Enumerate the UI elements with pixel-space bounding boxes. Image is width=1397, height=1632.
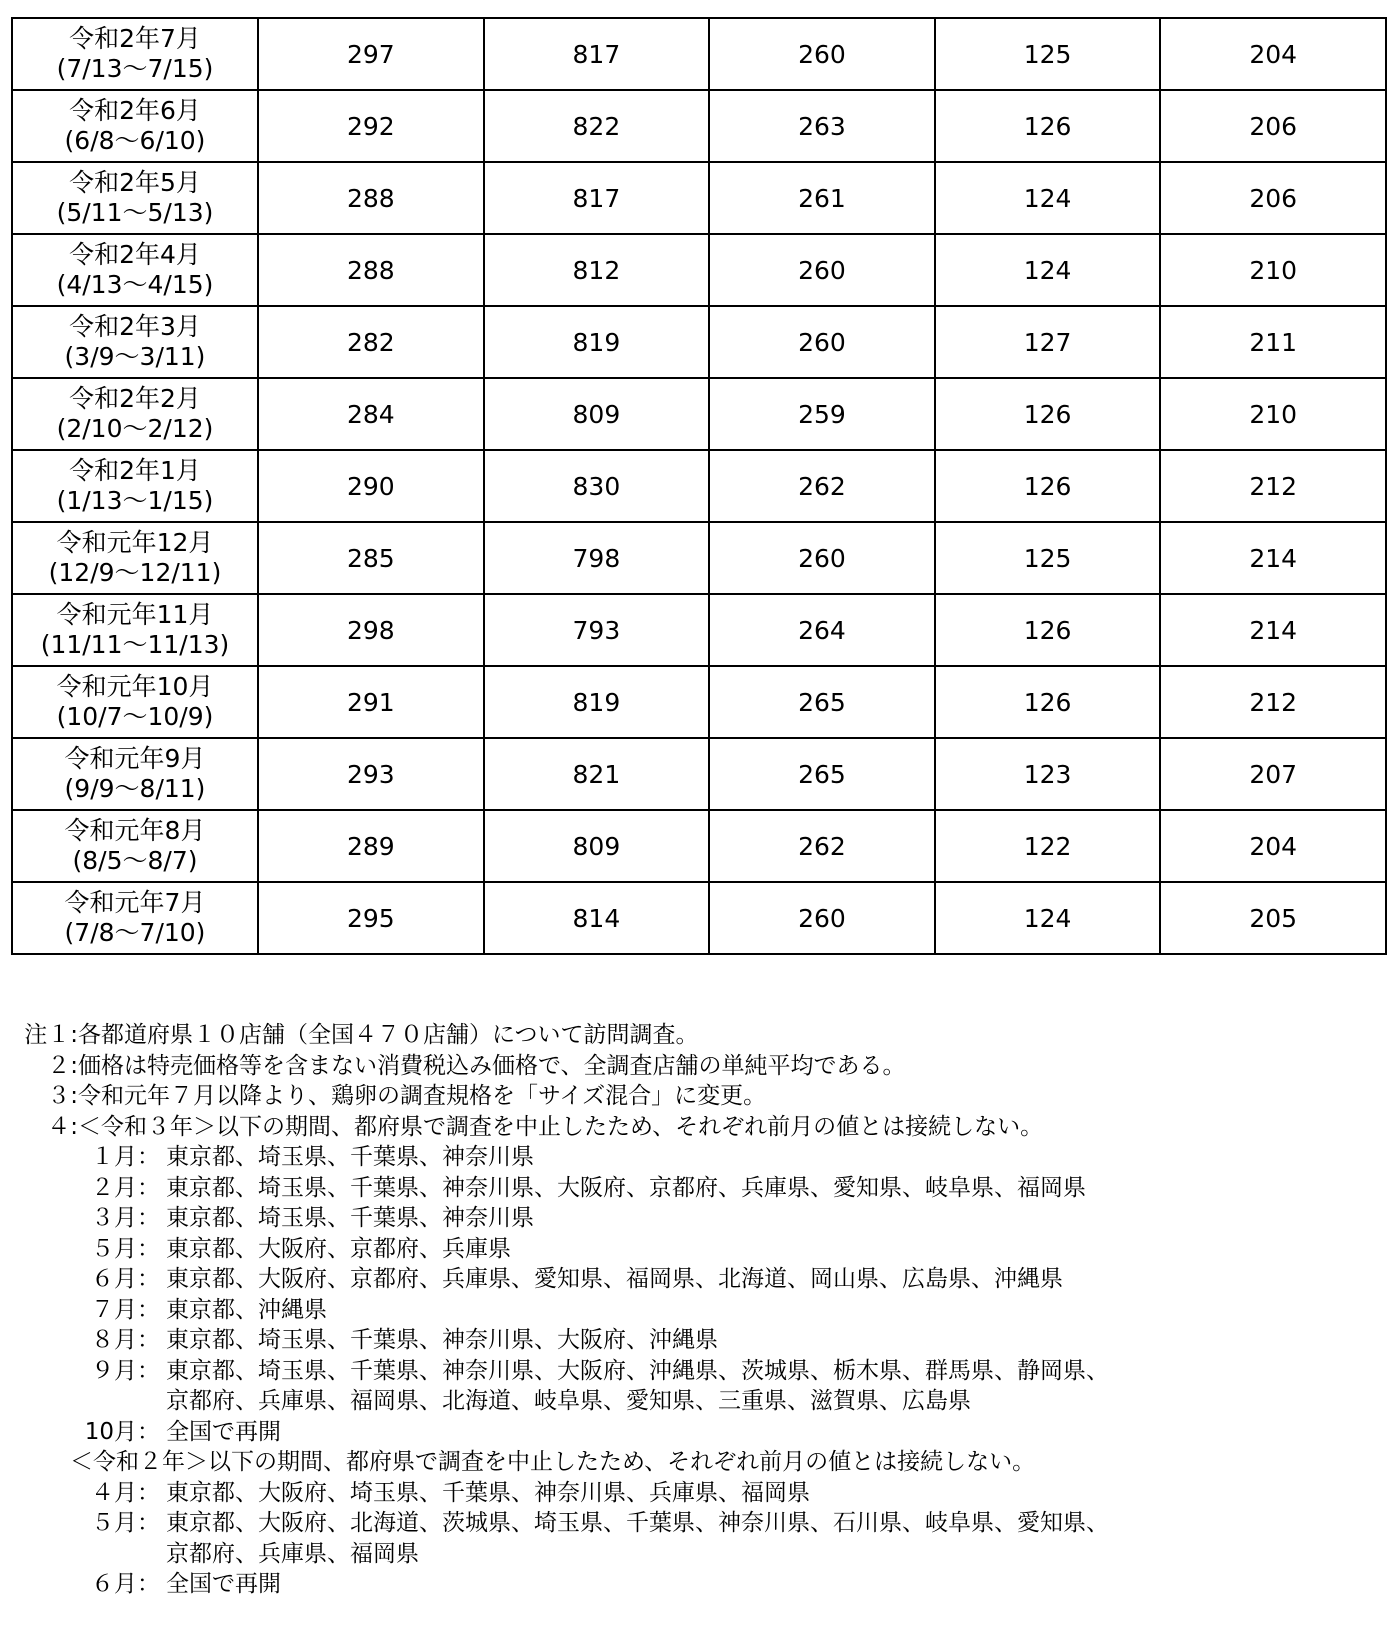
price-cell: 214 <box>1160 522 1386 594</box>
period-cell <box>12 90 258 162</box>
price-cell: 126 <box>935 90 1161 162</box>
r3-month-7 <box>18 1295 1388 1326</box>
month-label: ６月： <box>91 1571 160 1597</box>
prefecture-list: 全国で再開 <box>166 1418 281 1445</box>
price-table-body <box>12 18 1386 954</box>
prefecture-list: 東京都、埼玉県、千葉県、神奈川県、大阪府、沖縄県、茨城県、栃木県、群馬県、静岡県、 <box>166 1357 1109 1384</box>
period-label: 令和元年12月 <box>56 528 214 557</box>
period-cell <box>12 594 258 666</box>
price-cell: 812 <box>484 234 710 306</box>
price-cell: 814 <box>484 882 710 954</box>
period-range: (5/11～5/13) <box>56 198 214 227</box>
period-range: (12/9～12/11) <box>48 558 222 587</box>
table-row <box>12 522 1386 594</box>
month-label: ４月： <box>91 1479 160 1506</box>
period-range: (9/9～8/11) <box>64 774 206 803</box>
price-cell: 124 <box>935 234 1161 306</box>
prefecture-list: 東京都、埼玉県、千葉県、神奈川県 <box>166 1144 534 1170</box>
table-row <box>12 666 1386 738</box>
month-label: 10月： <box>84 1418 160 1445</box>
period-cell <box>12 18 258 90</box>
note-text: 価格は特売価格等を含まない消費税込み価格で、全調査店舗の単純平均である。 <box>78 1052 906 1079</box>
prefecture-list: 全国で再開 <box>166 1571 281 1597</box>
month-label: ５月： <box>91 1510 160 1536</box>
price-cell: 830 <box>484 450 710 522</box>
table-row <box>12 18 1386 90</box>
price-cell: 127 <box>935 306 1161 378</box>
period-cell <box>12 306 258 378</box>
note-1 <box>18 1020 1388 1051</box>
prefecture-list: 東京都、大阪府、北海道、茨城県、埼玉県、千葉県、神奈川県、石川県、岐阜県、愛知県、 <box>166 1510 1109 1536</box>
price-cell: 212 <box>1160 450 1386 522</box>
price-cell: 282 <box>258 306 484 378</box>
r3-month-1 <box>18 1142 1388 1173</box>
period-label: 令和元年7月 <box>64 888 206 917</box>
r2-header: ＜令和２年＞以下の期間、都府県で調査を中止したため、それぞれ前月の値とは接続しない。 <box>70 1449 1036 1475</box>
period-range: (11/11～11/13) <box>40 630 230 659</box>
price-cell: 288 <box>258 162 484 234</box>
price-cell: 204 <box>1160 810 1386 882</box>
price-cell: 291 <box>258 666 484 738</box>
price-cell: 288 <box>258 234 484 306</box>
price-cell: 265 <box>709 738 935 810</box>
price-cell: 124 <box>935 882 1161 954</box>
price-cell: 126 <box>935 450 1161 522</box>
period-label: 令和2年4月 <box>69 240 201 269</box>
price-cell: 124 <box>935 162 1161 234</box>
period-label: 令和元年10月 <box>56 672 214 701</box>
price-cell: 292 <box>258 90 484 162</box>
price-cell: 298 <box>258 594 484 666</box>
note-4 <box>18 1112 1388 1143</box>
price-cell: 210 <box>1160 234 1386 306</box>
r3-month-5 <box>18 1234 1388 1265</box>
month-label: ２月： <box>91 1174 160 1201</box>
price-cell: 297 <box>258 18 484 90</box>
prefecture-list: 東京都、大阪府、京都府、兵庫県 <box>166 1235 511 1262</box>
price-cell: 809 <box>484 810 710 882</box>
table-row <box>12 378 1386 450</box>
price-cell: 206 <box>1160 162 1386 234</box>
price-cell: 817 <box>484 162 710 234</box>
table-row <box>12 882 1386 954</box>
month-label: ８月： <box>91 1327 160 1353</box>
period-label: 令和2年7月 <box>69 24 201 53</box>
table-row <box>12 234 1386 306</box>
price-cell: 122 <box>935 810 1161 882</box>
r3-month-6 <box>18 1264 1388 1295</box>
note-text: 各都道府県１０店舗（全国４７０店舗）について訪問調査。 <box>78 1022 699 1048</box>
table-row <box>12 162 1386 234</box>
r3-month-8 <box>18 1325 1388 1356</box>
price-cell: 809 <box>484 378 710 450</box>
price-cell: 262 <box>709 810 935 882</box>
period-range: (1/13～1/15) <box>56 486 214 515</box>
price-cell: 262 <box>709 450 935 522</box>
note-label: ２: <box>47 1052 78 1079</box>
period-label: 令和元年11月 <box>56 600 214 629</box>
note-2 <box>18 1051 1388 1082</box>
period-cell <box>12 666 258 738</box>
table-row <box>12 738 1386 810</box>
price-cell: 285 <box>258 522 484 594</box>
price-cell: 289 <box>258 810 484 882</box>
prefecture-list: 東京都、埼玉県、千葉県、神奈川県 <box>166 1205 534 1231</box>
month-label: ６月： <box>91 1266 160 1292</box>
period-range: (7/8～7/10) <box>64 918 206 947</box>
r3-month-9-continued: 京都府、兵庫県、福岡県、北海道、岐阜県、愛知県、三重県、滋賀県、広島県 <box>166 1388 971 1414</box>
price-cell: 211 <box>1160 306 1386 378</box>
note-text: ＜令和３年＞以下の期間、都府県で調査を中止したため、それぞれ前月の値とは接続しない。 <box>78 1113 1044 1140</box>
period-cell <box>12 810 258 882</box>
price-cell: 125 <box>935 18 1161 90</box>
period-range: (2/10～2/12) <box>56 414 214 443</box>
price-cell: 817 <box>484 18 710 90</box>
price-cell: 126 <box>935 666 1161 738</box>
price-cell: 260 <box>709 18 935 90</box>
price-cell: 260 <box>709 234 935 306</box>
month-label: ３月： <box>91 1205 160 1231</box>
notes-section <box>18 1020 1388 1600</box>
price-cell: 793 <box>484 594 710 666</box>
prefecture-list: 東京都、大阪府、京都府、兵庫県、愛知県、福岡県、北海道、岡山県、広島県、沖縄県 <box>166 1266 1063 1292</box>
period-range: (8/5～8/7) <box>72 846 198 875</box>
period-range: (3/9～3/11) <box>64 342 206 371</box>
price-cell: 210 <box>1160 378 1386 450</box>
period-cell <box>12 882 258 954</box>
period-range: (7/13～7/15) <box>56 54 214 83</box>
r2-month-4 <box>18 1478 1388 1509</box>
period-cell <box>12 450 258 522</box>
period-label: 令和2年6月 <box>69 96 201 125</box>
prefecture-list: 東京都、大阪府、埼玉県、千葉県、神奈川県、兵庫県、福岡県 <box>166 1479 810 1506</box>
period-label: 令和元年9月 <box>64 744 206 773</box>
period-cell <box>12 522 258 594</box>
period-range: (4/13～4/15) <box>56 270 214 299</box>
period-label: 令和2年3月 <box>69 312 201 341</box>
note-label: 注１: <box>24 1022 78 1048</box>
period-label: 令和元年8月 <box>64 816 206 845</box>
prefecture-list: 東京都、沖縄県 <box>166 1296 327 1323</box>
r2-month-6 <box>18 1569 1388 1600</box>
price-cell: 125 <box>935 522 1161 594</box>
table-row <box>12 306 1386 378</box>
price-cell: 214 <box>1160 594 1386 666</box>
period-cell <box>12 234 258 306</box>
price-cell: 265 <box>709 666 935 738</box>
r2-month-5 <box>18 1508 1388 1539</box>
price-cell: 798 <box>484 522 710 594</box>
period-range: (10/7～10/9) <box>56 702 214 731</box>
table-row <box>12 450 1386 522</box>
price-cell: 260 <box>709 522 935 594</box>
price-cell: 260 <box>709 306 935 378</box>
price-cell: 819 <box>484 666 710 738</box>
note-3 <box>18 1081 1388 1112</box>
r3-month-2 <box>18 1173 1388 1204</box>
price-cell: 212 <box>1160 666 1386 738</box>
month-label: ９月： <box>91 1357 160 1384</box>
price-table <box>11 17 1387 955</box>
price-cell: 126 <box>935 594 1161 666</box>
month-label: ７月： <box>91 1296 160 1323</box>
price-cell: 284 <box>258 378 484 450</box>
price-cell: 207 <box>1160 738 1386 810</box>
price-cell: 261 <box>709 162 935 234</box>
price-cell: 205 <box>1160 882 1386 954</box>
price-cell: 204 <box>1160 18 1386 90</box>
price-cell: 260 <box>709 882 935 954</box>
price-cell: 123 <box>935 738 1161 810</box>
month-label: ５月： <box>91 1235 160 1262</box>
price-cell: 821 <box>484 738 710 810</box>
price-cell: 819 <box>484 306 710 378</box>
period-cell <box>12 378 258 450</box>
note-text: 令和元年７月以降より、鶏卵の調査規格を「サイズ混合」に変更。 <box>78 1083 767 1109</box>
period-range: (6/8～6/10) <box>64 126 206 155</box>
period-label: 令和2年2月 <box>69 384 201 413</box>
note-label: ３: <box>47 1083 78 1109</box>
period-cell <box>12 162 258 234</box>
prefecture-list: 東京都、埼玉県、千葉県、神奈川県、大阪府、京都府、兵庫県、愛知県、岐阜県、福岡県 <box>166 1174 1086 1201</box>
price-cell: 206 <box>1160 90 1386 162</box>
month-label: １月： <box>91 1144 160 1170</box>
price-cell: 822 <box>484 90 710 162</box>
price-cell: 263 <box>709 90 935 162</box>
price-cell: 126 <box>935 378 1161 450</box>
r3-month-3 <box>18 1203 1388 1234</box>
period-cell <box>12 738 258 810</box>
table-row <box>12 810 1386 882</box>
r3-month-10 <box>18 1417 1388 1448</box>
price-cell: 293 <box>258 738 484 810</box>
prefecture-list: 東京都、埼玉県、千葉県、神奈川県、大阪府、沖縄県 <box>166 1327 718 1353</box>
price-cell: 264 <box>709 594 935 666</box>
table-row <box>12 90 1386 162</box>
price-cell: 295 <box>258 882 484 954</box>
price-cell: 259 <box>709 378 935 450</box>
table-row <box>12 594 1386 666</box>
price-cell: 290 <box>258 450 484 522</box>
period-label: 令和2年1月 <box>69 456 201 485</box>
r3-month-9 <box>18 1356 1388 1387</box>
period-label: 令和2年5月 <box>69 168 201 197</box>
note-label: ４: <box>47 1113 78 1140</box>
r2-month-5-continued: 京都府、兵庫県、福岡県 <box>166 1540 419 1567</box>
